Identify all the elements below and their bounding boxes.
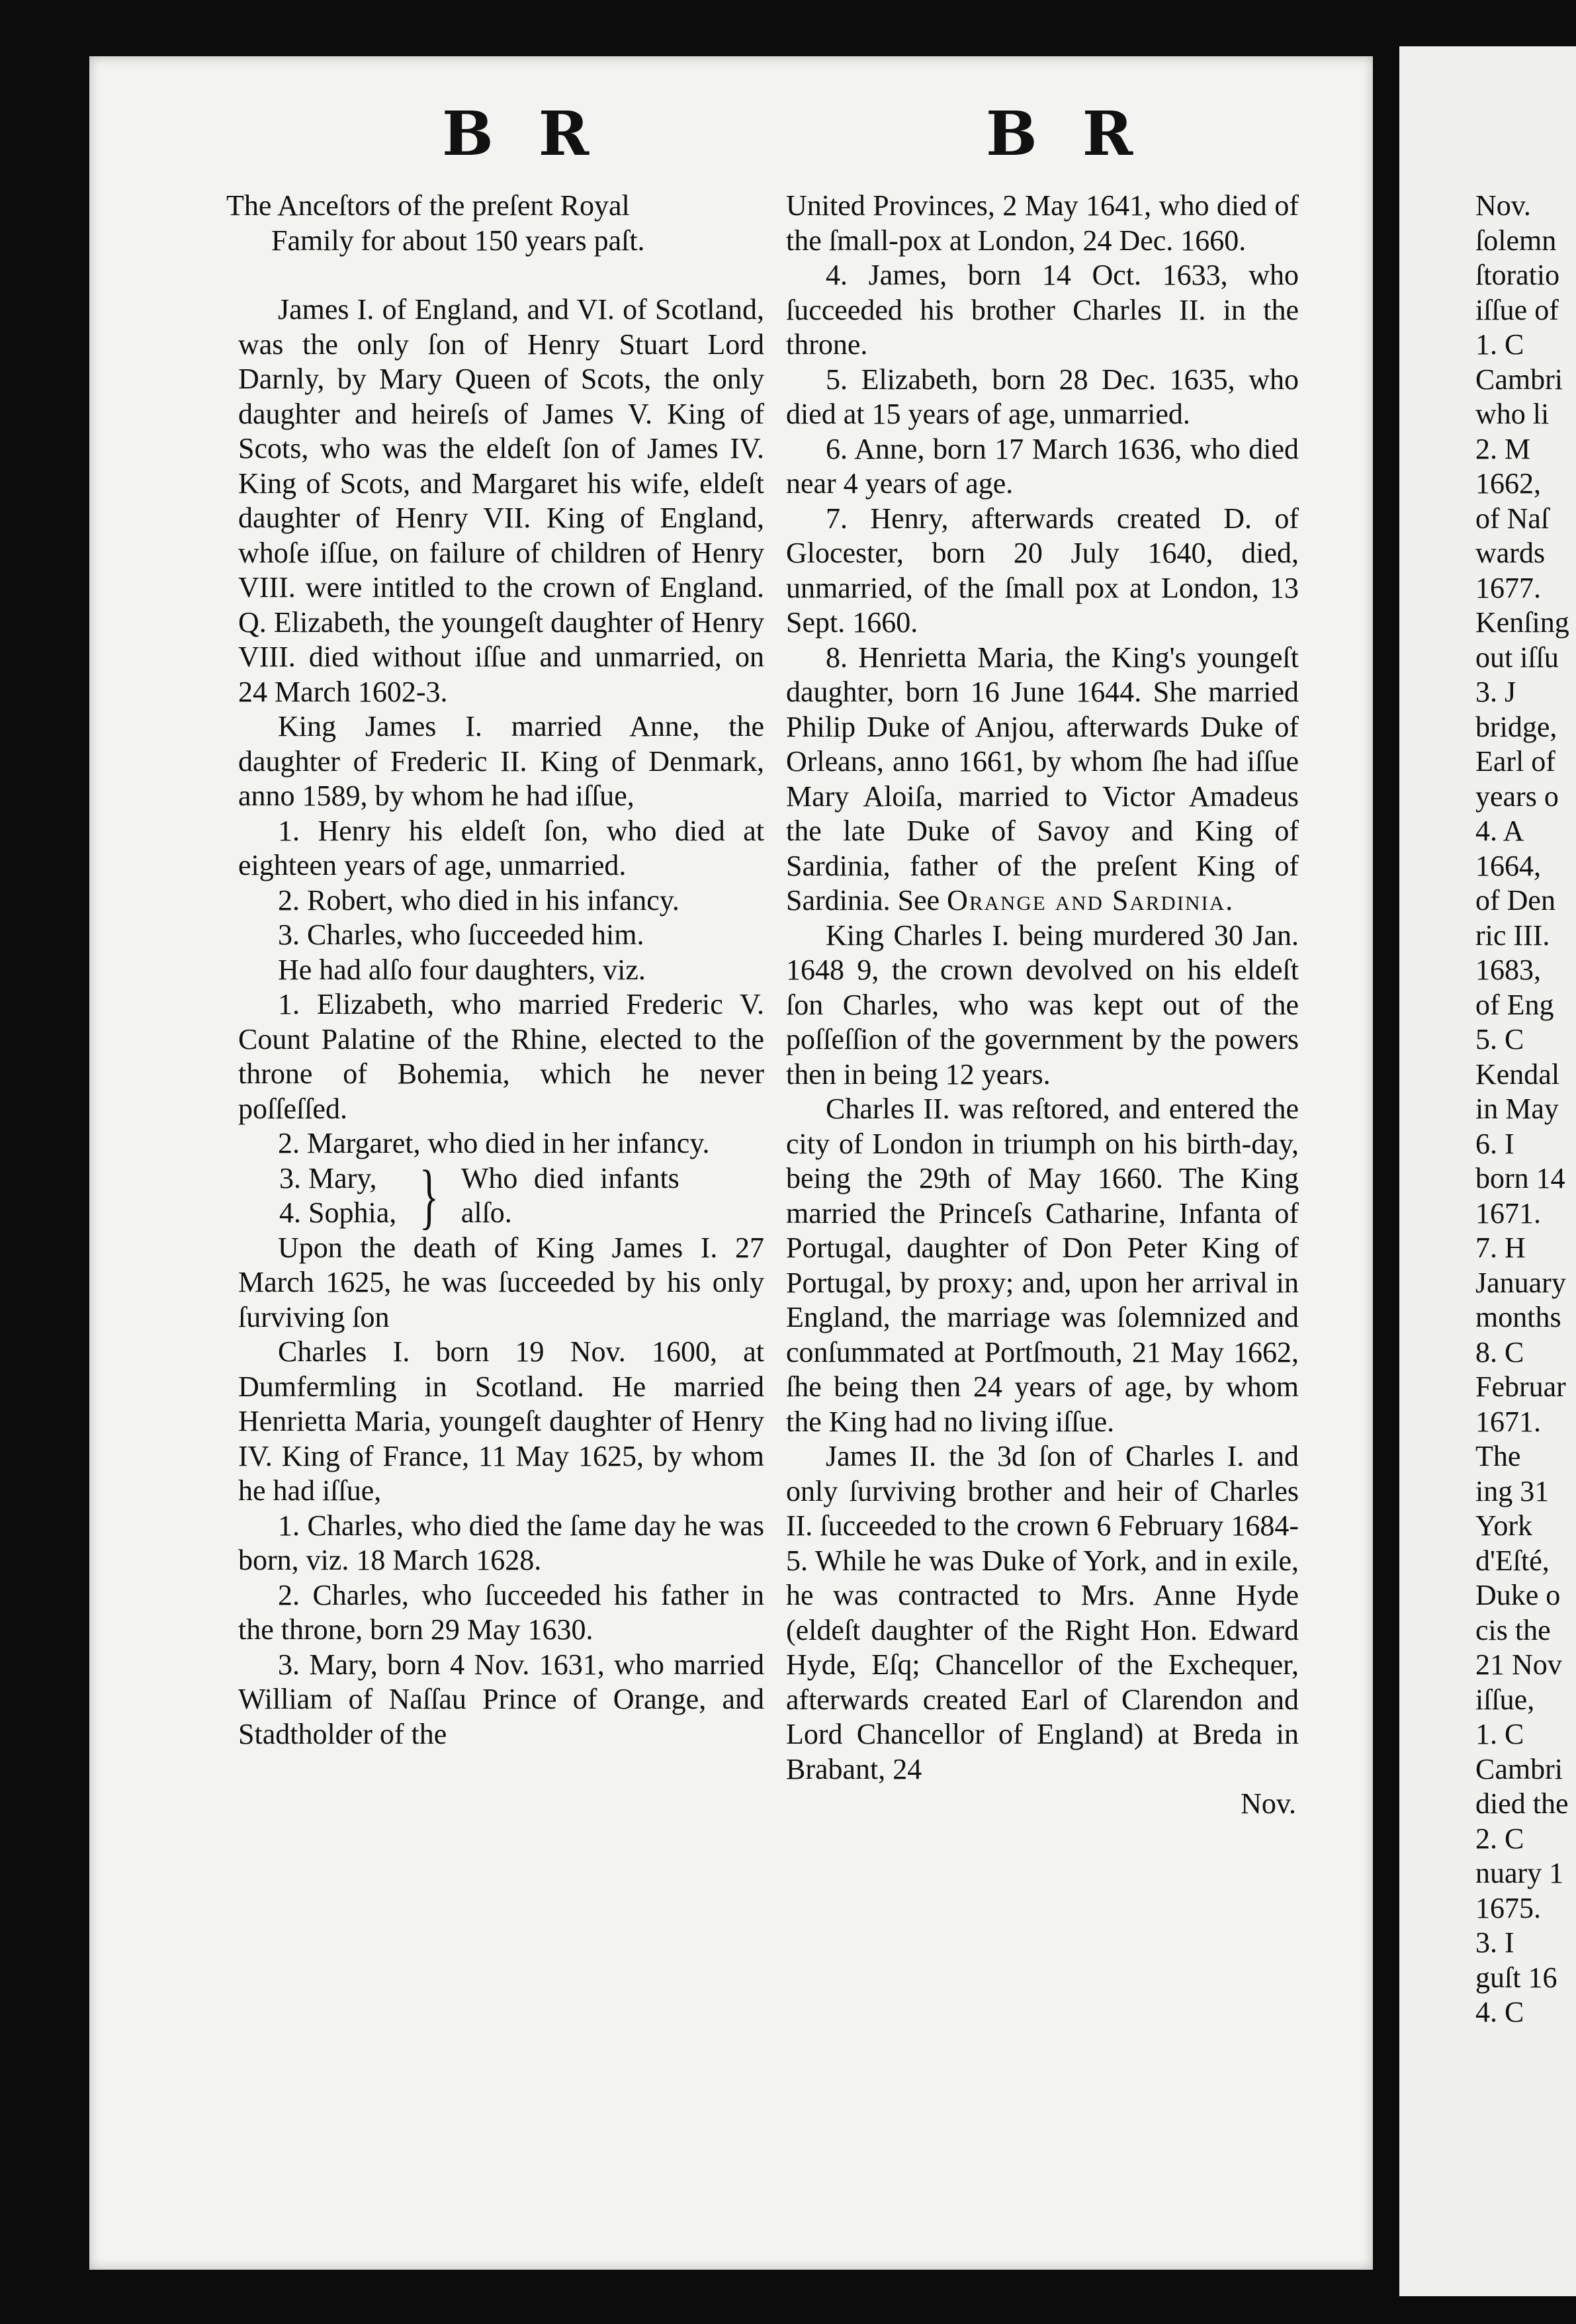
fragment-line: wards (1475, 537, 1546, 569)
fragment-line: 6. I (1475, 1127, 1514, 1160)
catchword: Nov. (1241, 1787, 1296, 1820)
paragraph: Charles I. born 19 Nov. 1600, at Dumfermling in Scotland. He married Henrietta Maria, youngeſt daughter of Henry IV. King of France, 11 May 1625, by whom he had iſſue, (238, 1335, 764, 1507)
fragment-line: 21 Nov (1475, 1648, 1562, 1681)
fragment-line: iſſue, (1475, 1683, 1535, 1716)
brace-glyph: } (419, 1155, 439, 1236)
list-item: 7. Henry, afterwards created D. of Glocester, born 20 July 1640, died, unmarried, of the ſmall pox at London, 13 Sept. 1660. (786, 502, 1299, 639)
fragment-line: Kenſing (1475, 606, 1569, 639)
fragment-line: 5. C (1475, 1023, 1524, 1055)
fragment-line: 2. M (1475, 432, 1531, 465)
running-head-right: B R (986, 98, 1145, 169)
fragment-line: nuary 1 (1475, 1857, 1564, 1889)
list-item: 5. Elizabeth, born 28 Dec. 1635, who died at 15 years of age, unmarried. (786, 363, 1299, 430)
fragment-line: of Den (1475, 884, 1555, 916)
fragment-line: ing 31 (1475, 1474, 1550, 1507)
fragment-line: January (1475, 1266, 1566, 1299)
fragment-line: 4. A (1475, 815, 1524, 847)
fragment-line: ſtoratio (1475, 259, 1560, 291)
fragment-line: 3. I (1475, 1926, 1514, 1959)
list-item: 3. Mary, born 4 Nov. 1631, who married William of Naſſau Prince of Orange, and Stadtholder of the (238, 1648, 764, 1750)
list-item: 1. Henry his eldeſt ſon, who died at eighteen years of age, unmarried. (238, 814, 764, 881)
list-item: 2. Robert, who died in his infancy. (278, 883, 679, 916)
fragment-line: 4. C (1475, 1996, 1524, 2028)
paragraph: James II. the 3d ſon of Charles I. and only ſurviving brother and heir of Charles II. ſucceeded to the crown 6 February 1684-5. While he was Duke of York, and in exile, he was contracted to Mrs. Anne Hyde (eldeſt daughter of the Right Hon. Edward Hyde, Eſq; Chancellor of the Exchequer, afterwards created Earl of Clarendon and Lord Chancellor of England) at Breda in Brabant, 24 (786, 1440, 1299, 1785)
fragment-line: 1. C (1475, 328, 1524, 361)
brace-note: Who died infants alſo. (460, 1161, 679, 1229)
list-item: 4. Sophia, (279, 1196, 397, 1229)
list-item: 2. Charles, who ſucceeded his father in the throne, born 29 May 1630. (238, 1578, 764, 1646)
paragraph: James I. of England, and VI. of Scotland, was the only ſon of Henry Stuart Lord Darnly, by Mary Queen of Scots, the only daughter and heireſs of James V. King of Scots, who was the eldeſt ſon of James IV. King of Scots, and Margaret his wife, eldeſt daughter of Henry VII. King of England, whoſe iſſue, on failure of children of Henry VIII. were intitled to the crown of England. Q. Elizabeth, the youngeſt daughter of Henry VIII. died without iſſue and unmarried, on 24 March 1602-3. (238, 293, 764, 708)
paragraph: King Charles I. being murdered 30 Jan. 1648 9, the crown devolved on his eldeſt ſon Charles, who was kept out of the poſſeſſion of the government by the powers then in being 12 years. (786, 918, 1299, 1091)
list-item: 4. James, born 14 Oct. 1633, who ſucceeded his brother Charles II. in the throne. (786, 259, 1299, 361)
fragment-line: Februar (1475, 1370, 1566, 1403)
fragment-line: of Eng (1475, 988, 1554, 1021)
fragment-line: 1675. (1475, 1891, 1541, 1924)
fragment-line: years o (1475, 780, 1559, 813)
fragment-line: 1664, (1475, 849, 1541, 882)
fragment-line: d'Eſté, (1475, 1544, 1550, 1577)
fragment-line: out iſſu (1475, 641, 1559, 674)
paragraph: He had alſo four daughters, viz. (278, 953, 646, 986)
paragraph: United Provinces, 2 May 1641, who died of the ſmall-pox at London, 24 Dec. 1660. (786, 189, 1299, 257)
fragment-line: of Naſ (1475, 502, 1550, 535)
list-item: 6. Anne, born 17 March 1636, who died near 4 years of age. (786, 432, 1299, 500)
list-item: 2. Margaret, who died in her infancy. (278, 1127, 710, 1159)
list-item (786, 641, 1299, 918)
fragment-line: 1662, (1475, 467, 1541, 500)
fragment-line: in May (1475, 1093, 1559, 1125)
fragment-line: 1677. (1475, 571, 1541, 604)
fragment-line: Duke o (1475, 1579, 1561, 1611)
fragment-line: cis the (1475, 1613, 1551, 1646)
fragment-line: bridge, (1475, 710, 1557, 743)
fragment-line: 1683, (1475, 954, 1541, 986)
fragment-line: ſolemn (1475, 224, 1557, 257)
running-head-left: B R (442, 98, 601, 169)
paragraph: King James I. married Anne, the daughter of Frederic II. King of Denmark, anno 1589, by whom he had iſſue, (238, 710, 764, 812)
fragment-line: born 14 (1475, 1162, 1565, 1194)
cross-reference: Orange and Sardinia. (947, 884, 1235, 916)
fragment-line: Kendal (1475, 1057, 1560, 1091)
fragment-line: York (1475, 1509, 1533, 1542)
fragment-line: 1671. (1475, 1405, 1541, 1438)
fragment-line: 7. H (1475, 1231, 1526, 1264)
fragment-line: died the (1475, 1787, 1569, 1820)
paragraph: Upon the death of King James I. 27 March 1625, he was ſucceeded by his only ſurviving ſon (238, 1231, 764, 1333)
fragment-line: Nov. (1475, 189, 1531, 222)
list-item: 1. Charles, who died the ſame day he was born, viz. 18 March 1628. (238, 1509, 764, 1576)
middle-column (786, 189, 1299, 1822)
heading-line-1: The Anceſtors of the preſent Royal (226, 189, 630, 222)
fragment-line: 3. J (1475, 676, 1516, 708)
list-item: 3. Charles, who ſucceeded him. (278, 918, 644, 951)
fragment-line: iſſue of (1475, 293, 1559, 326)
fragment-line: 1. C (1475, 1718, 1524, 1750)
fragment-line: 8. C (1475, 1335, 1524, 1368)
list-item: 3. Mary, (279, 1161, 377, 1194)
fragment-line: Earl of (1475, 745, 1555, 778)
fragment-line: The (1475, 1440, 1521, 1472)
fragment-line: Cambri (1475, 363, 1563, 396)
fragment-line: months (1475, 1301, 1561, 1333)
fragment-line: 1671. (1475, 1196, 1541, 1229)
section-heading (226, 189, 764, 258)
fragment-line: who li (1475, 398, 1550, 430)
list-item: 1. Elizabeth, who married Frederic V. Count Palatine of the Rhine, elected to the throne of Bohemia, which he never poſſeſſed. (238, 988, 764, 1125)
facing-page-fragment (1475, 189, 1576, 2030)
fragment-line: ric III. (1475, 918, 1550, 952)
fragment-line: Cambri (1475, 1752, 1563, 1785)
left-column (226, 189, 764, 1752)
heading-line-2: Family for about 150 years paſt. (271, 224, 645, 257)
fragment-line: guſt 16 (1475, 1961, 1557, 1994)
fragment-line: 2. C (1475, 1822, 1524, 1855)
paragraph: Charles II. was reſtored, and entered the city of London in triumph on his birth-day, being the 29th of May 1660. The King married the Princeſs Catharine, Infanta of Portugal, daughter of Don Peter King of Portugal, by proxy; and, upon her arrival in England, the marriage was ſolemnized and conſummated at Portſmouth, 21 May 1662, ſhe being then 24 years of age, by whom the King had no living iſſue. (786, 1093, 1299, 1438)
braced-list (238, 1155, 764, 1236)
list-item-text: 8. Henrietta Maria, the King's youngeſt daughter, born 16 June 1644. She married Philip Duke of Anjou, afterwards Duke of Orleans, anno 1661, by whom ſhe had iſſue Mary Aloiſa, married to Victor Amadeus the late Duke of Savoy and King of Sardinia, father of the preſent King of Sardinia. See (786, 641, 1299, 916)
